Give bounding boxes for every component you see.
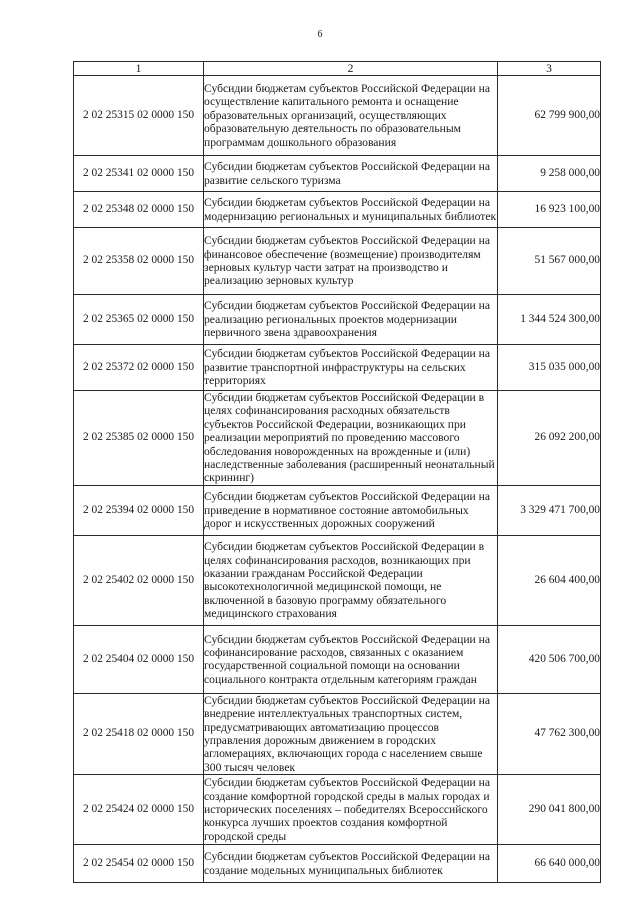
table-row bbox=[74, 391, 601, 486]
amount-cell: 26 092 200,00 bbox=[498, 391, 601, 486]
description-cell: Субсидии бюджетам субъектов Российской Федерации на развитие транспортной инфраструктуры на сельских территориях bbox=[204, 345, 498, 391]
table-row bbox=[74, 228, 601, 295]
budget-code-cell: 2 02 25385 02 0000 150 bbox=[74, 391, 204, 486]
budget-code-cell: 2 02 25348 02 0000 150 bbox=[74, 192, 204, 228]
table-row bbox=[74, 535, 601, 625]
budget-code-cell: 2 02 25454 02 0000 150 bbox=[74, 845, 204, 883]
amount-cell: 3 329 471 700,00 bbox=[498, 485, 601, 535]
description-cell: Субсидии бюджетам субъектов Российской Федерации на развитие сельского туризма bbox=[204, 156, 498, 192]
amount-cell: 16 923 100,00 bbox=[498, 192, 601, 228]
description-cell: Субсидии бюджетам субъектов Российской Федерации на внедрение интеллектуальных транспортных систем, предусматривающих автоматизацию процессов управления дорожным движением в городских агломерациях, включающих города с населением свыше 300 тысяч человек bbox=[204, 693, 498, 774]
column-header-amount: 3 bbox=[498, 62, 601, 76]
budget-code-cell: 2 02 25402 02 0000 150 bbox=[74, 535, 204, 625]
description-cell: Субсидии бюджетам субъектов Российской Федерации на приведение в нормативное состояние автомобильных дорог и искусственных дорожных сооружений bbox=[204, 485, 498, 535]
budget-code-cell: 2 02 25424 02 0000 150 bbox=[74, 775, 204, 845]
table-row bbox=[74, 693, 601, 774]
table-row bbox=[74, 845, 601, 883]
description-cell: Субсидии бюджетам субъектов Российской Федерации на софинансирование расходов, связанных с оказанием государственной социальной помощи на основании социального контракта отдельным категориям граждан bbox=[204, 625, 498, 693]
budget-code-cell: 2 02 25418 02 0000 150 bbox=[74, 693, 204, 774]
table-row bbox=[74, 345, 601, 391]
amount-cell: 47 762 300,00 bbox=[498, 693, 601, 774]
amount-cell: 62 799 900,00 bbox=[498, 76, 601, 156]
amount-cell: 420 506 700,00 bbox=[498, 625, 601, 693]
description-cell: Субсидии бюджетам субъектов Российской Федерации в целях софинансирования расходных обязательств субъектов Российской Федерации, возникающих при реализации мероприятий по проведению массового обследования новорожденных на врожденные и (или) наследственные заболевания (расширенный неонатальный скрининг) bbox=[204, 391, 498, 486]
budget-code-cell: 2 02 25365 02 0000 150 bbox=[74, 295, 204, 345]
page-number: 6 bbox=[317, 29, 323, 40]
budget-code-cell: 2 02 25394 02 0000 150 bbox=[74, 485, 204, 535]
table-row bbox=[74, 192, 601, 228]
amount-cell: 26 604 400,00 bbox=[498, 535, 601, 625]
description-cell: Субсидии бюджетам субъектов Российской Федерации на создание модельных муниципальных библиотек bbox=[204, 845, 498, 883]
amount-cell: 51 567 000,00 bbox=[498, 228, 601, 295]
budget-code-cell: 2 02 25315 02 0000 150 bbox=[74, 76, 204, 156]
table-row bbox=[74, 76, 601, 156]
table-row bbox=[74, 485, 601, 535]
column-header-code: 1 bbox=[74, 62, 204, 76]
budget-code-cell: 2 02 25341 02 0000 150 bbox=[74, 156, 204, 192]
description-cell: Субсидии бюджетам субъектов Российской Федерации на финансовое обеспечение (возмещение) производителям зерновых культур части затрат на производство и реализацию зерновых культур bbox=[204, 228, 498, 295]
budget-code-cell: 2 02 25358 02 0000 150 bbox=[74, 228, 204, 295]
amount-cell: 290 041 800,00 bbox=[498, 775, 601, 845]
amount-cell: 9 258 000,00 bbox=[498, 156, 601, 192]
budget-code-cell: 2 02 25372 02 0000 150 bbox=[74, 345, 204, 391]
table-row bbox=[74, 156, 601, 192]
amount-cell: 315 035 000,00 bbox=[498, 345, 601, 391]
description-cell: Субсидии бюджетам субъектов Российской Федерации на создание комфортной городской среды в малых городах и исторических поселениях – победителях Всероссийского конкурса лучших проектов создания комфортной городской среды bbox=[204, 775, 498, 845]
description-cell: Субсидии бюджетам субъектов Российской Федерации на осуществление капитального ремонта и оснащение образовательных организаций, осуществляющих образовательную деятельность по образовательным программам дошкольного образования bbox=[204, 76, 498, 156]
amount-cell: 66 640 000,00 bbox=[498, 845, 601, 883]
table-row bbox=[74, 775, 601, 845]
budget-code-cell: 2 02 25404 02 0000 150 bbox=[74, 625, 204, 693]
description-cell: Субсидии бюджетам субъектов Российской Федерации на модернизацию региональных и муниципальных библиотек bbox=[204, 192, 498, 228]
amount-cell: 1 344 524 300,00 bbox=[498, 295, 601, 345]
description-cell: Субсидии бюджетам субъектов Российской Федерации в целях софинансирования расходов, возникающих при оказании гражданам Российской Федерации высокотехнологичной медицинской помощи, не включенной в базовую программу обязательного медицинского страхования bbox=[204, 535, 498, 625]
table-header-row bbox=[74, 62, 601, 76]
table-row bbox=[74, 295, 601, 345]
column-header-description: 2 bbox=[204, 62, 498, 76]
description-cell: Субсидии бюджетам субъектов Российской Федерации на реализацию региональных проектов модернизации первичного звена здравоохранения bbox=[204, 295, 498, 345]
table-row bbox=[74, 625, 601, 693]
budget-table bbox=[73, 61, 601, 883]
